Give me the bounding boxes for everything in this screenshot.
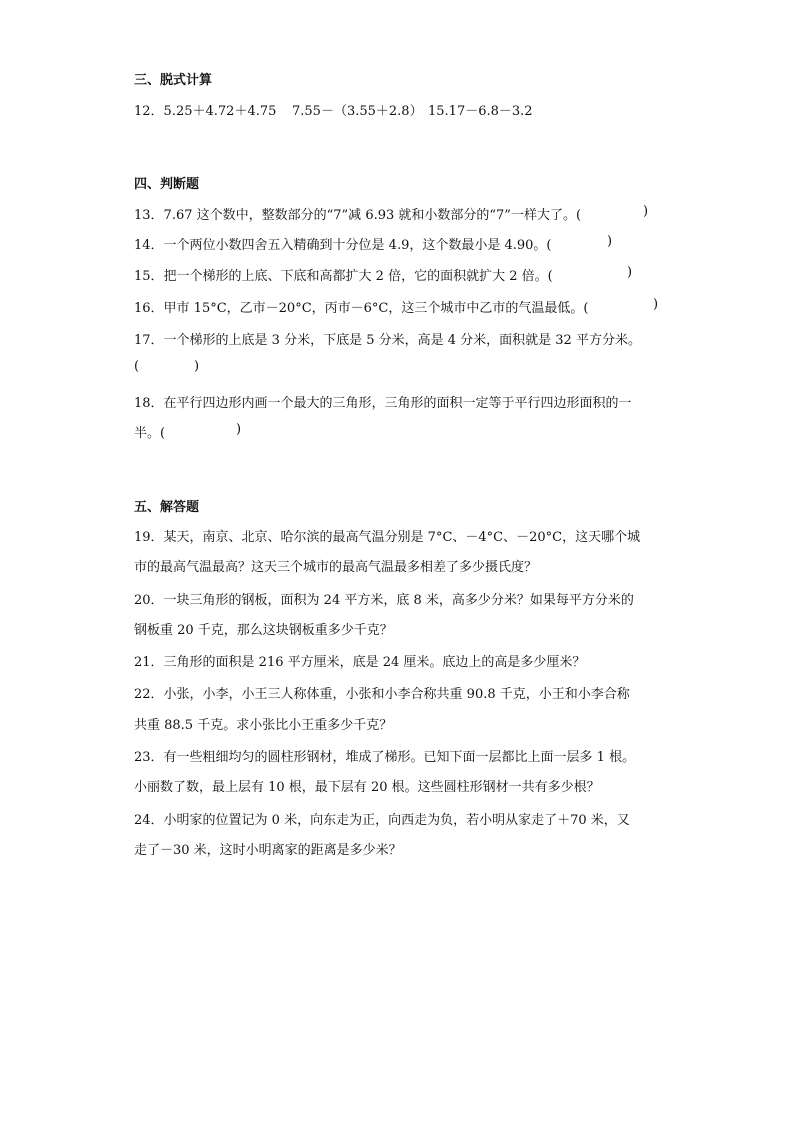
question-12 — [134, 100, 276, 119]
answer-bracket-open: ( — [134, 359, 140, 374]
section-heading-solve: 五、解答题 — [134, 500, 200, 515]
question-20: 20．一块三角形的钢板，面积为 24 平方米，底 8 米，高多少分米？如果每平方分米的 — [134, 593, 634, 608]
question-19-cont: 市的最高气温最高？这天三个城市的最高气温最多相差了多少摄氏度？ — [134, 560, 538, 575]
question-19: 19．某天，南京、北京、哈尔滨的最高气温分别是 7°C、－4°C、－20°C，这天哪个城 — [134, 530, 641, 545]
expression-1: 5.25＋4.72＋4.75 — [163, 104, 277, 119]
question-13: 13．7.67 这个数中，整数部分的“7”减 6.93 就和小数部分的“7”一样大了。( — [134, 208, 582, 223]
answer-bracket-close: ) — [607, 234, 613, 249]
question-23: 23．有一些粗细均匀的圆柱形钢材，堆成了梯形。已知下面一层都比上面一层多 1 根。 — [134, 750, 636, 765]
question-17: 17．一个梯形的上底是 3 分米，下底是 5 分米，高是 4 分米，面积就是 32 平方分米。 — [134, 333, 641, 348]
question-22: 22．小张，小李，小王三人称体重，小张和小李合称共重 90.8 千克，小王和小李合称 — [134, 687, 630, 702]
expression-3: 15.17－6.8－3.2 — [428, 104, 533, 119]
question-18: 18．在平行四边形内画一个最大的三角形，三角形的面积一定等于平行四边形面积的一 — [134, 396, 632, 411]
question-14: 14．一个两位小数四舍五入精确到十分位是 4.9，这个数最小是 4.90。( — [134, 238, 552, 253]
question-15: 15．把一个梯形的上底、下底和高都扩大 2 倍，它的面积就扩大 2 倍。( — [134, 269, 553, 284]
section-heading-calc: 三、脱式计算 — [134, 73, 213, 88]
question-20-cont: 钢板重 20 千克，那么这块钢板重多少千克？ — [134, 623, 393, 638]
question-24: 24．小明家的位置记为 0 米，向东走为正，向西走为负，若小明从家走了＋70 米，又 — [134, 813, 630, 828]
answer-bracket-close: ) — [653, 297, 659, 312]
question-23-cont: 小丽数了数，最上层有 10 根，最下层有 20 根。这些圆柱形钢材一共有多少根？ — [134, 780, 600, 795]
expression-2: 7.55－（3.55＋2.8） — [292, 104, 423, 119]
section-heading-judge: 四、判断题 — [134, 177, 200, 192]
question-number: 12． — [134, 104, 164, 119]
question-16: 16．甲市 15°C，乙市－20°C，丙市－6°C，这三个城市中乙市的气温最低。( — [134, 301, 589, 316]
question-22-cont: 共重 88.5 千克。求小张比小王重多少千克？ — [134, 718, 393, 733]
answer-bracket-close: ) — [194, 359, 200, 374]
question-21: 21．三角形的面积是 216 平方厘米，底是 24 厘米。底边上的高是多少厘米？ — [134, 655, 586, 670]
question-18-cont: 半。( — [134, 426, 166, 441]
answer-bracket-close: ) — [627, 265, 633, 280]
answer-bracket-close: ) — [643, 204, 649, 219]
answer-bracket-close: ) — [236, 422, 242, 437]
question-24-cont: 走了－30 米，这时小明离家的距离是多少米？ — [134, 843, 402, 858]
